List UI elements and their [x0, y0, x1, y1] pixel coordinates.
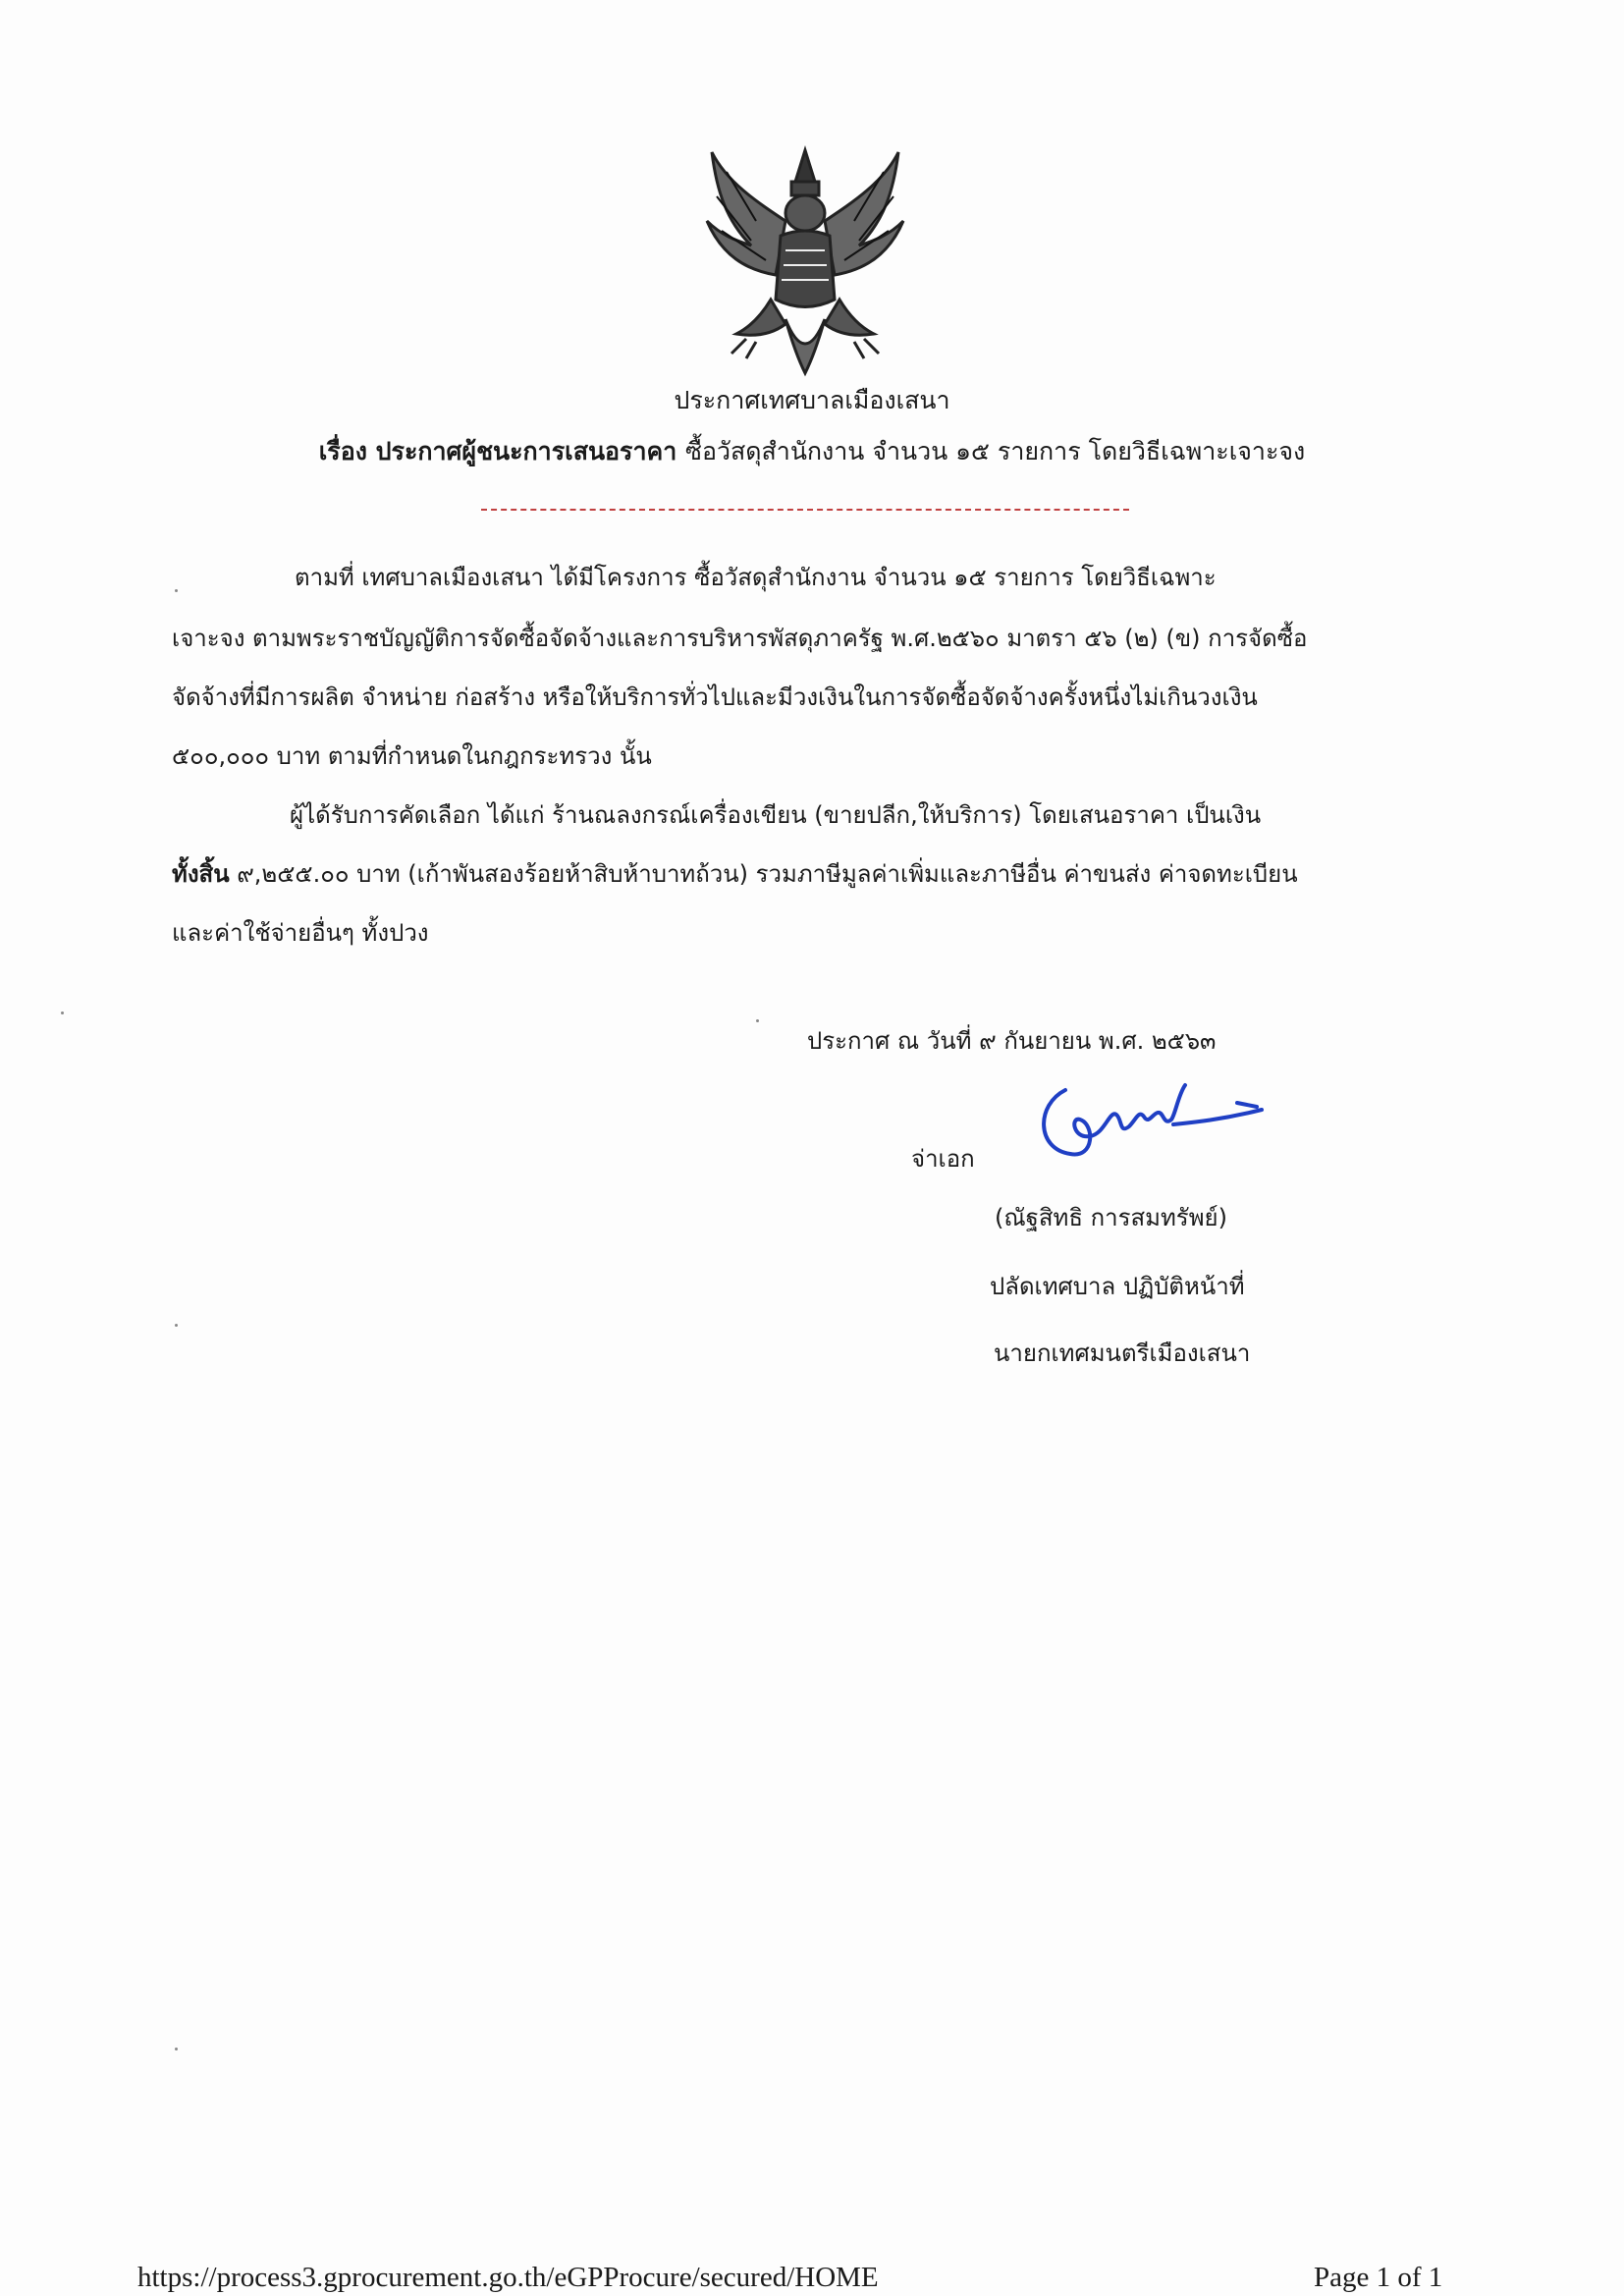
scan-speck — [175, 1324, 178, 1327]
body-paragraph-1-line-1: ตามที่ เทศบาลเมืองเสนา ได้มีโครงการ ซื้อวัสดุสำนักงาน จำนวน ๑๕ รายการ โดยวิธีเฉพาะ — [295, 564, 1217, 591]
scan-speck — [61, 1011, 64, 1014]
footer-url: https://process3.gprocurement.go.th/eGPProcure/secured/HOME — [137, 2262, 879, 2293]
signer-name: (ณัฐสิทธิ การสมทรัพย์) — [995, 1204, 1227, 1231]
total-amount-text: ๙,๒๕๕.๐๐ บาท (เก้าพันสองร้อยห้าสิบห้าบาทถ้วน) รวมภาษีมูลค่าเพิ่มและภาษีอื่น ค่าขนส่ง ค่าจดทะเบียน — [229, 860, 1298, 888]
garuda-emblem-icon — [697, 142, 913, 378]
announcement-title: ประกาศเทศบาลเมืองเสนา — [674, 386, 950, 414]
footer-page-number: Page 1 of 1 — [1314, 2262, 1443, 2293]
signer-position-2: นายกเทศมนตรีเมืองเสนา — [994, 1339, 1251, 1367]
body-paragraph-1-line-2: เจาะจง ตามพระราชบัญญัติการจัดซื้อจัดจ้างและการบริหารพัสดุภาครัฐ พ.ศ.๒๕๖๐ มาตรา ๕๖ (๒) (ข) การจัดซื้อ — [172, 625, 1308, 652]
scan-speck — [756, 1019, 759, 1022]
signer-rank: จ่าเอก — [911, 1145, 975, 1173]
body-paragraph-1-line-4: ๕๐๐,๐๐๐ บาท ตามที่กำหนดในกฎกระทรวง นั้น — [172, 742, 652, 770]
body-paragraph-2-line-3: และค่าใช้จ่ายอื่นๆ ทั้งปวง — [172, 919, 429, 947]
subject-detail: ซื้อวัสดุสำนักงาน จำนวน ๑๕ รายการ โดยวิธีเฉพาะเจาะจง — [685, 437, 1306, 465]
body-paragraph-1-line-3: จัดจ้างที่มีการผลิต จำหน่าย ก่อสร้าง หรือให้บริการทั่วไปและมีวงเงินในการจัดซื้อจัดจ้างครั้งหนึ่งไม่เกินวงเงิน — [172, 683, 1258, 711]
dashed-divider — [481, 509, 1129, 511]
scan-speck — [175, 2048, 178, 2050]
total-label: ทั้งสิ้น — [172, 860, 230, 888]
handwritten-signature-icon — [1026, 1066, 1272, 1183]
announcement-subject — [0, 432, 1624, 471]
signer-position-1: ปลัดเทศบาล ปฏิบัติหน้าที่ — [990, 1273, 1245, 1300]
body-paragraph-2-line-2 — [172, 854, 1298, 893]
announcement-date: ประกาศ ณ วันที่ ๙ กันยายน พ.ศ. ๒๕๖๓ — [807, 1027, 1217, 1055]
body-paragraph-2-line-1: ผู้ได้รับการคัดเลือก ได้แก่ ร้านณลงกรณ์เครื่องเขียน (ขายปลีก,ให้บริการ) โดยเสนอราคา เป็นเงิน — [290, 801, 1262, 829]
subject-label: เรื่อง ประกาศผู้ชนะการเสนอราคา — [318, 437, 677, 465]
scan-speck — [175, 589, 178, 592]
